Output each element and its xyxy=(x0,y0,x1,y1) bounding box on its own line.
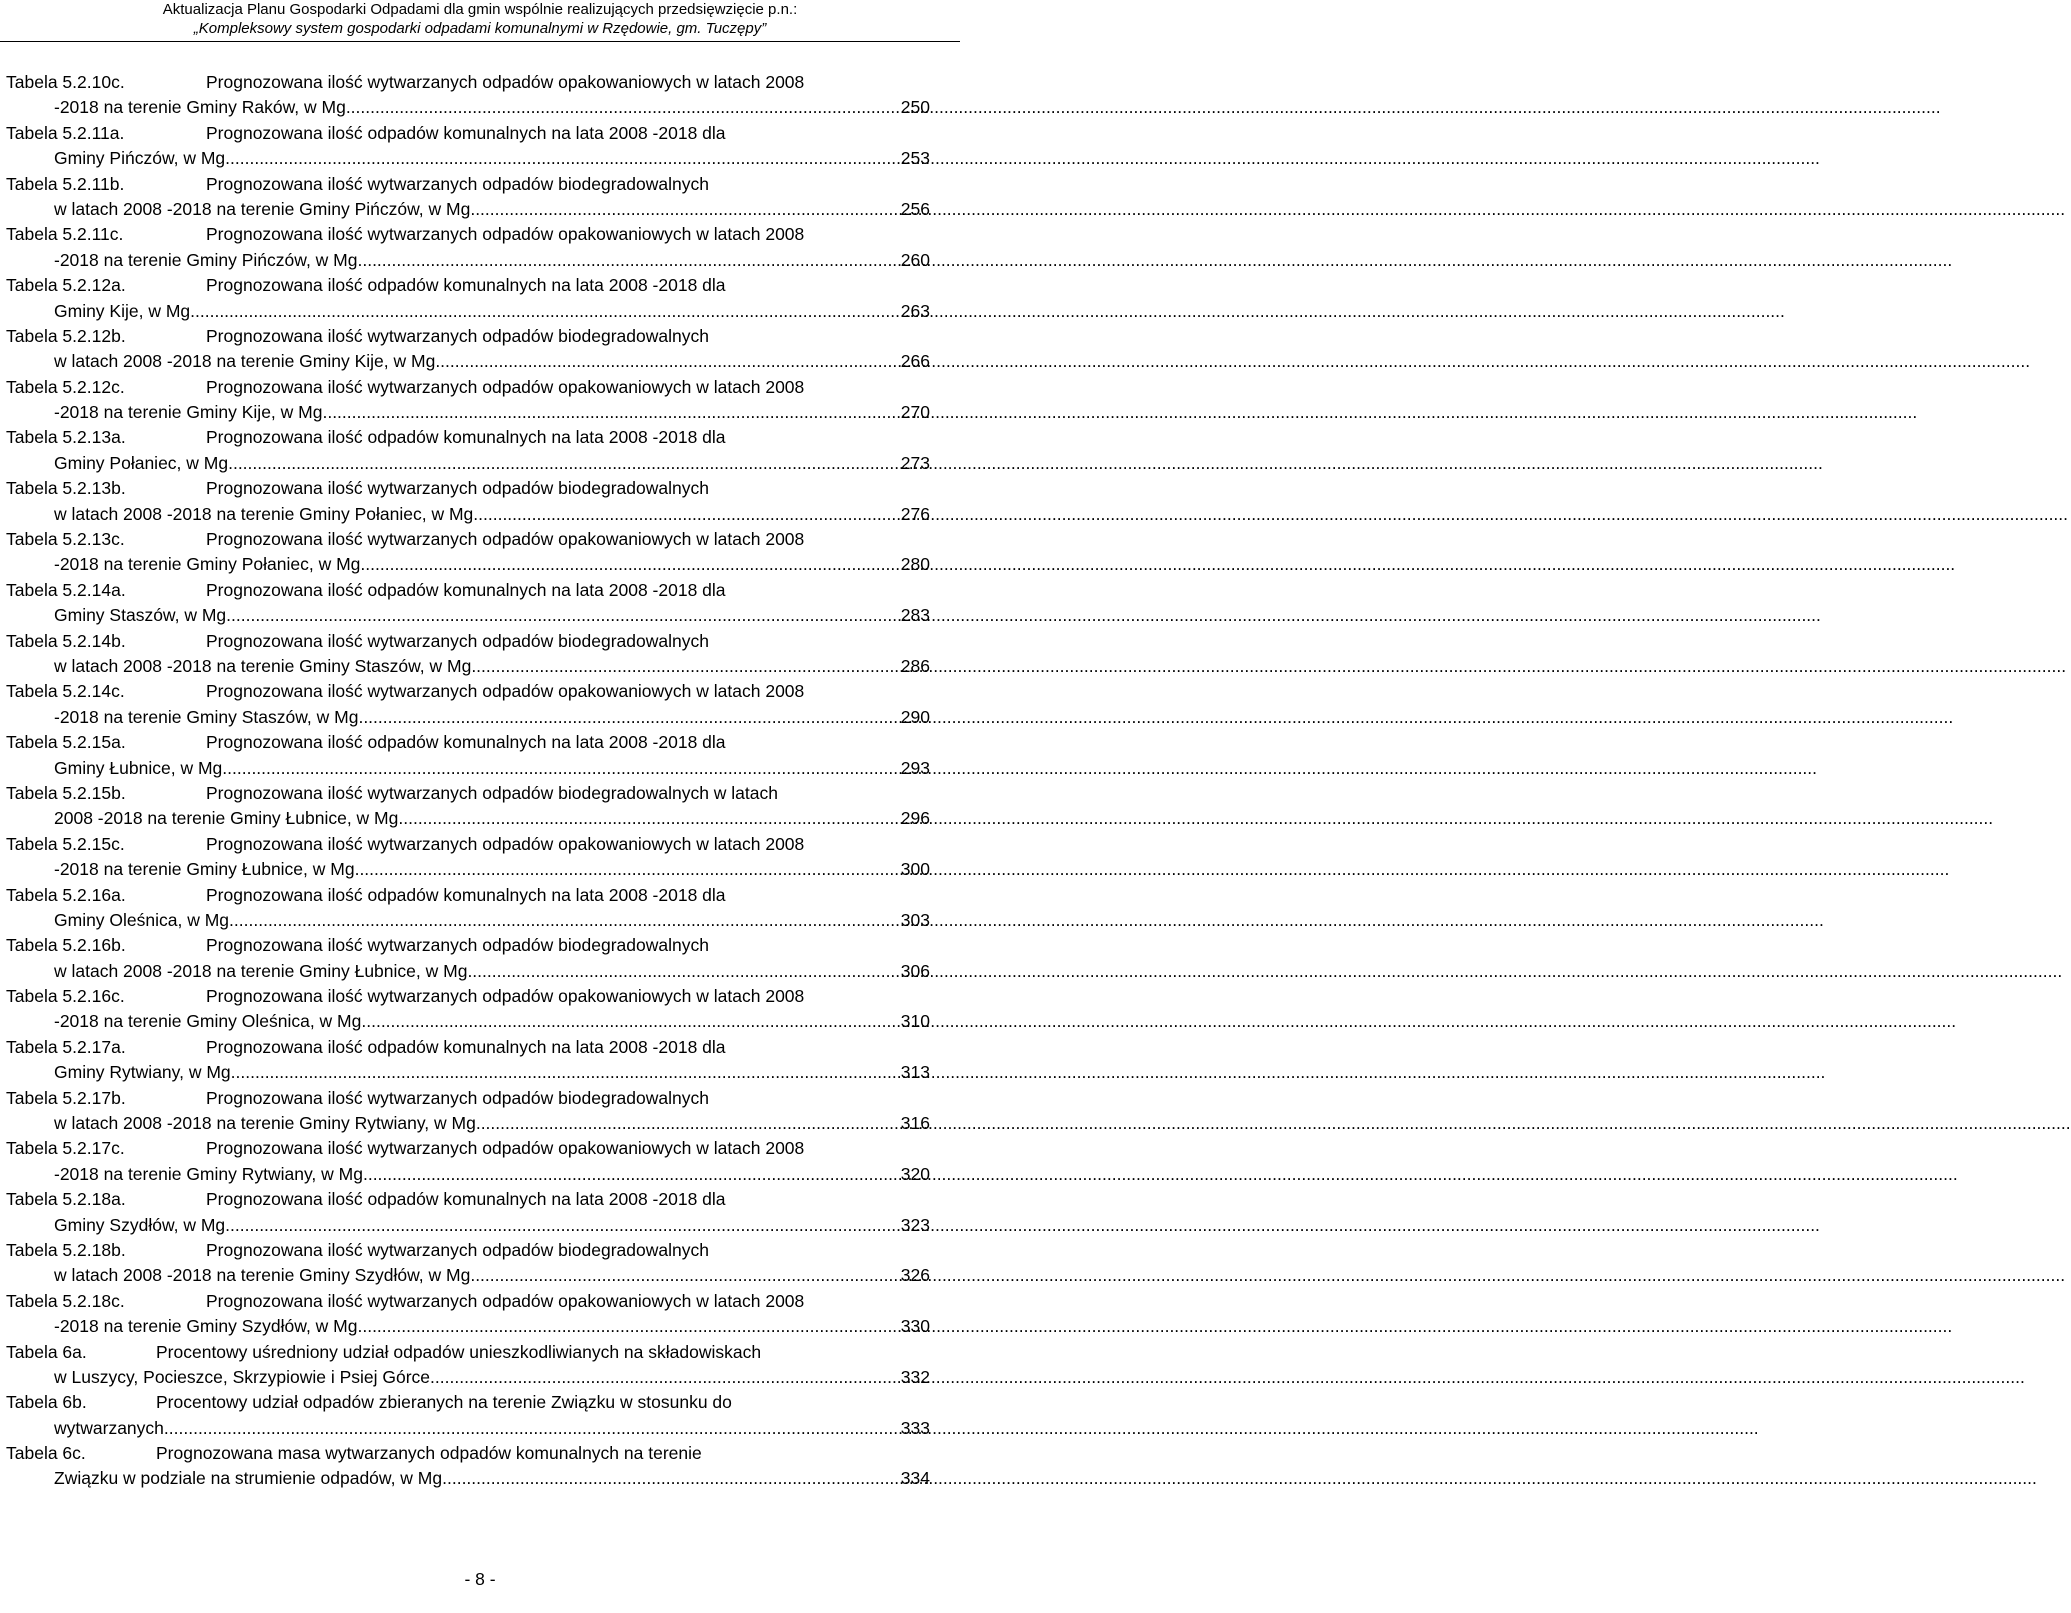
toc-entry-title-line1: Prognozowana ilość odpadów komunalnych na lata 2008 -2018 dla xyxy=(206,122,726,143)
toc-entry-second-line xyxy=(6,95,930,120)
toc-entry-title-line1: Prognozowana ilość wytwarzanych odpadów biodegradowalnych xyxy=(206,630,709,651)
toc-entry-indent xyxy=(6,502,54,527)
toc-dot-leader xyxy=(346,95,899,120)
toc-entry[interactable] xyxy=(6,883,930,934)
toc-entry-label: Tabela 5.2.15b. xyxy=(6,782,126,803)
toc-entry[interactable] xyxy=(6,679,930,730)
toc-entry-label: Tabela 5.2.12b. xyxy=(6,325,126,346)
toc-dot-leader xyxy=(225,1213,899,1238)
toc-entry-page-number[interactable]: 334 xyxy=(900,1468,930,1489)
toc-entry-title-line2: wytwarzanych xyxy=(54,1417,164,1438)
toc-entry-second-line xyxy=(6,552,930,577)
toc-entry-second-line xyxy=(6,1162,930,1187)
toc-entry-indent xyxy=(6,95,54,120)
toc-entry-first-line xyxy=(6,730,930,755)
toc-entry-first-line xyxy=(6,121,930,146)
toc-entry-label: Tabela 5.2.17a. xyxy=(6,1036,126,1057)
toc-dot-leader xyxy=(363,1162,899,1187)
toc-entry-title-line1: Prognozowana ilość wytwarzanych odpadów biodegradowalnych xyxy=(206,478,709,499)
toc-entry-indent xyxy=(6,451,54,476)
toc-entry-indent xyxy=(6,248,54,273)
toc-dot-leader xyxy=(225,146,899,171)
toc-entry-title-line2: Gminy Staszów, w Mg xyxy=(54,605,227,626)
toc-entry-second-line xyxy=(6,1213,930,1238)
toc-dot-leader xyxy=(222,756,899,781)
toc-entry-title-line1: Prognozowana ilość odpadów komunalnych na lata 2008 -2018 dla xyxy=(206,427,726,448)
toc-entry[interactable] xyxy=(6,578,930,629)
toc-entry[interactable] xyxy=(6,1289,930,1340)
toc-entry-title-line1: Prognozowana ilość wytwarzanych odpadów opakowaniowych w latach 2008 xyxy=(206,833,805,854)
toc-entry-page-number[interactable]: 266 xyxy=(900,351,930,372)
toc-entry-indent xyxy=(6,603,54,628)
toc-entry-second-line xyxy=(6,146,930,171)
toc-entry-indent xyxy=(6,857,54,882)
toc-entry-second-line xyxy=(6,857,930,882)
toc-entry-second-line xyxy=(6,197,930,222)
toc-entry-page-number[interactable]: 303 xyxy=(900,909,930,930)
toc-entry-title-line1: Prognozowana ilość odpadów komunalnych na lata 2008 -2018 dla xyxy=(206,1036,726,1057)
toc-entry-indent xyxy=(6,1416,54,1441)
toc-entry-first-line xyxy=(6,1340,930,1365)
toc-entry-title-line2: -2018 na terenie Gminy Pińczów, w Mg xyxy=(54,249,358,270)
toc-entry-second-line xyxy=(6,654,930,679)
toc-entry-page-number[interactable]: 263 xyxy=(900,300,930,321)
toc-entry-title-line1: Prognozowana ilość wytwarzanych odpadów biodegradowalnych xyxy=(206,935,709,956)
toc-dot-leader xyxy=(229,908,899,933)
toc-entry-indent xyxy=(6,1009,54,1034)
toc-entry-page-number[interactable]: 286 xyxy=(900,655,930,676)
toc-entry-title-line2: w latach 2008 -2018 na terenie Gminy Pińczów, w Mg xyxy=(54,198,471,219)
toc-entry-title-line1: Prognozowana ilość wytwarzanych odpadów opakowaniowych w latach 2008 xyxy=(206,224,805,245)
toc-entry-title-line1: Prognozowana ilość wytwarzanych odpadów opakowaniowych w latach 2008 xyxy=(206,681,805,702)
toc-entry-title-line2: w latach 2008 -2018 na terenie Gminy Rytwiany, w Mg xyxy=(54,1113,476,1134)
toc-entry-second-line xyxy=(6,400,930,425)
toc-entry-first-line xyxy=(6,172,930,197)
toc-entry[interactable] xyxy=(6,172,930,223)
toc-dot-leader xyxy=(467,959,898,984)
toc-dot-leader xyxy=(398,806,898,831)
toc-entry-first-line xyxy=(6,1289,930,1314)
toc-entry-first-line xyxy=(6,1136,930,1161)
toc-entry-title-line2: w latach 2008 -2018 na terenie Gminy Połaniec, w Mg xyxy=(54,503,474,524)
toc-entry-title-line2: -2018 na terenie Gminy Staszów, w Mg xyxy=(54,706,359,727)
toc-entry-title-line2: Gminy Połaniec, w Mg xyxy=(54,452,229,473)
toc-entry-second-line xyxy=(6,756,930,781)
toc-entry-indent xyxy=(6,756,54,781)
toc-entry-title-line2: -2018 na terenie Gminy Szydłów, w Mg xyxy=(54,1316,358,1337)
toc-entry-second-line xyxy=(6,248,930,273)
toc-entry[interactable] xyxy=(6,1187,930,1238)
toc-entry-first-line xyxy=(6,883,930,908)
toc-entry-label: Tabela 5.2.14b. xyxy=(6,630,126,651)
toc-entry-page-number[interactable]: 290 xyxy=(900,706,930,727)
toc-entry-label: Tabela 5.2.13c. xyxy=(6,529,125,550)
toc-entry-title-line2: Gminy Łubnice, w Mg xyxy=(54,757,223,778)
toc-entry-indent xyxy=(6,146,54,171)
toc-dot-leader xyxy=(360,552,898,577)
toc-entry[interactable] xyxy=(6,629,930,680)
toc-dot-leader xyxy=(361,1009,898,1034)
toc-entry-second-line xyxy=(6,806,930,831)
toc-dot-leader xyxy=(473,502,899,527)
toc-entry-page-number[interactable]: 326 xyxy=(900,1265,930,1286)
toc-dot-leader xyxy=(226,603,899,628)
toc-entry-first-line xyxy=(6,933,930,958)
toc-entry-title-line1: Prognozowana ilość wytwarzanych odpadów biodegradowalnych w latach xyxy=(206,782,778,803)
toc-entry-first-line xyxy=(6,1238,930,1263)
toc-entry-title-line2: -2018 na terenie Gminy Rytwiany, w Mg xyxy=(54,1163,363,1184)
toc-entry-title-line2: Gminy Szydłów, w Mg xyxy=(54,1214,226,1235)
toc-entry-title-line1: Prognozowana ilość wytwarzanych odpadów opakowaniowych w latach 2008 xyxy=(206,1138,805,1159)
toc-entry-first-line xyxy=(6,629,930,654)
toc-entry-indent xyxy=(6,1314,54,1339)
toc-entry-title-line1: Prognozowana ilość odpadów komunalnych na lata 2008 -2018 dla xyxy=(206,884,726,905)
toc-entry-title-line2: -2018 na terenie Gminy Oleśnica, w Mg xyxy=(54,1011,362,1032)
toc-entry[interactable] xyxy=(6,781,930,832)
toc-entry-indent xyxy=(6,705,54,730)
toc-entry-title-line2: w Luszycy, Pocieszce, Skrzypiowie i Psiej Górce xyxy=(54,1366,431,1387)
toc-dot-leader xyxy=(470,197,898,222)
toc-entry-title-line2: -2018 na terenie Gminy Połaniec, w Mg xyxy=(54,554,361,575)
toc-entry-label: Tabela 5.2.12c. xyxy=(6,376,125,397)
toc-entry-page-number[interactable]: 333 xyxy=(900,1417,930,1438)
toc-entry-title-line1: Procentowy uśredniony udział odpadów unieszkodliwianych na składowiskach xyxy=(156,1341,762,1362)
toc-entry-label: Tabela 5.2.13a. xyxy=(6,427,126,448)
toc-entry-page-number[interactable]: 283 xyxy=(900,605,930,626)
toc-entry-indent xyxy=(6,1263,54,1288)
toc-entry-title-line2: w latach 2008 -2018 na terenie Gminy Łubnice, w Mg xyxy=(54,960,468,981)
toc-entry-page-number[interactable]: 280 xyxy=(900,554,930,575)
toc-entry-first-line xyxy=(6,1086,930,1111)
toc-entry-page-number[interactable]: 276 xyxy=(900,503,930,524)
toc-entry-indent xyxy=(6,299,54,324)
toc-entry-second-line xyxy=(6,1263,930,1288)
toc-entry[interactable] xyxy=(6,1136,930,1187)
toc-entry-first-line xyxy=(6,1187,930,1212)
toc-entry-indent xyxy=(6,349,54,374)
toc-entry-page-number[interactable]: 313 xyxy=(900,1062,930,1083)
toc-entry-indent xyxy=(6,1162,54,1187)
toc-entry-indent xyxy=(6,1365,54,1390)
toc-dot-leader xyxy=(442,1466,899,1491)
toc-entry-first-line xyxy=(6,578,930,603)
toc-dot-leader xyxy=(358,705,898,730)
toc-entry-indent xyxy=(6,197,54,222)
toc-entry-indent xyxy=(6,1060,54,1085)
toc-entry-second-line xyxy=(6,451,930,476)
toc-entry-title-line1: Prognozowana ilość wytwarzanych odpadów opakowaniowych w latach 2008 xyxy=(206,72,805,92)
toc-entry-label: Tabela 5.2.14a. xyxy=(6,579,126,600)
toc-entry-title-line1: Prognozowana ilość wytwarzanych odpadów opakowaniowych w latach 2008 xyxy=(206,986,805,1007)
toc-entry-first-line xyxy=(6,1390,930,1415)
toc-dot-leader xyxy=(190,299,899,324)
toc-entry[interactable] xyxy=(6,222,930,273)
toc-entry[interactable] xyxy=(6,273,930,324)
toc-entry-title-line2: Gminy Rytwiany, w Mg xyxy=(54,1062,231,1083)
toc-entry-second-line xyxy=(6,349,930,374)
toc-entry-label: Tabela 5.2.15a. xyxy=(6,732,126,753)
toc-dot-leader xyxy=(357,1314,898,1339)
toc-entry-second-line xyxy=(6,1111,930,1136)
toc-entry-first-line xyxy=(6,476,930,501)
toc-entry[interactable] xyxy=(6,1086,930,1137)
toc-entry-second-line xyxy=(6,1416,930,1441)
toc-entry[interactable] xyxy=(6,1238,930,1289)
toc-entry[interactable] xyxy=(6,527,930,578)
toc-entry-title-line2: w latach 2008 -2018 na terenie Gminy Szydłów, w Mg xyxy=(54,1265,471,1286)
toc-entry-label: Tabela 5.2.15c. xyxy=(6,833,125,854)
toc-entry-title-line1: Prognozowana ilość odpadów komunalnych na lata 2008 -2018 dla xyxy=(206,579,726,600)
toc-entry-first-line xyxy=(6,222,930,247)
toc-entry-second-line xyxy=(6,908,930,933)
toc-entry-indent xyxy=(6,552,54,577)
toc-entry[interactable] xyxy=(6,476,930,527)
toc-entry[interactable] xyxy=(6,1441,930,1492)
toc-entry-indent xyxy=(6,654,54,679)
toc-entry-indent xyxy=(6,959,54,984)
toc-entry-indent xyxy=(6,1213,54,1238)
toc-entry-page-number[interactable]: 260 xyxy=(900,249,930,270)
toc-entry-label: Tabela 5.2.16c. xyxy=(6,986,125,1007)
toc-entry-indent xyxy=(6,908,54,933)
toc-entry-title-line2: Gminy Oleśnica, w Mg xyxy=(54,909,230,930)
toc-entry[interactable] xyxy=(6,933,930,984)
toc-dot-leader xyxy=(470,1263,898,1288)
header-title: Aktualizacja Planu Gospodarki Odpadami dla gmin wspólnie realizujących przedsięwzięcie p.n.: xyxy=(162,1,798,18)
toc-entry-page-number[interactable]: 332 xyxy=(900,1366,930,1387)
toc-entry-page-number[interactable]: 293 xyxy=(900,757,930,778)
toc-entry-title-line1: Prognozowana ilość wytwarzanych odpadów biodegradowalnych xyxy=(206,1239,709,1260)
toc-entry-title-line1: Prognozowana masa wytwarzanych odpadów komunalnych na terenie xyxy=(156,1443,702,1464)
toc-entry-first-line xyxy=(6,527,930,552)
toc-entry-indent xyxy=(6,1466,54,1491)
toc-entry-page-number[interactable]: 250 xyxy=(900,97,930,118)
toc-entry-title-line1: Prognozowana ilość odpadów komunalnych na lata 2008 -2018 dla xyxy=(206,732,726,753)
toc-entry-label: Tabela 6a. xyxy=(6,1341,87,1362)
toc-entry-label: Tabela 5.2.17b. xyxy=(6,1087,126,1108)
toc-entry-title-line1: Prognozowana ilość wytwarzanych odpadów opakowaniowych w latach 2008 xyxy=(206,1290,805,1311)
toc-entry-first-line xyxy=(6,70,930,95)
toc-entry-second-line xyxy=(6,1009,930,1034)
toc-entry-label: Tabela 5.2.16a. xyxy=(6,884,126,905)
toc-entry-second-line xyxy=(6,299,930,324)
toc-entry-page-number[interactable]: 316 xyxy=(900,1113,930,1134)
toc-entry[interactable] xyxy=(6,1035,930,1086)
toc-dot-leader xyxy=(430,1365,899,1390)
toc-entry-page-number[interactable]: 256 xyxy=(900,198,930,219)
toc-entry-page-number[interactable]: 270 xyxy=(900,402,930,423)
toc-dot-leader xyxy=(357,248,898,273)
toc-entry-first-line xyxy=(6,1441,930,1466)
toc-dot-leader xyxy=(322,400,898,425)
toc-entry-indent xyxy=(6,400,54,425)
toc-entry-title-line1: Prognozowana ilość odpadów komunalnych na lata 2008 -2018 dla xyxy=(206,275,726,296)
toc-entry-label: Tabela 5.2.17c. xyxy=(6,1138,125,1159)
toc-entry-label: Tabela 5.2.11c. xyxy=(6,224,124,245)
table-of-contents xyxy=(6,70,930,1492)
page-header xyxy=(0,0,960,42)
toc-entry-second-line xyxy=(6,705,930,730)
page-number: - 8 - xyxy=(464,1569,496,1589)
toc-entry-title-line1: Procentowy udział odpadów zbieranych na terenie Związku w stosunku do xyxy=(156,1392,732,1413)
toc-entry[interactable] xyxy=(6,324,930,375)
toc-entry-label: Tabela 6c. xyxy=(6,1443,86,1464)
toc-entry-title-line1: Prognozowana ilość wytwarzanych odpadów opakowaniowych w latach 2008 xyxy=(206,529,805,550)
toc-entry[interactable] xyxy=(6,1390,930,1441)
toc-entry-page-number[interactable]: 323 xyxy=(900,1214,930,1235)
toc-entry-label: Tabela 5.2.14c. xyxy=(6,681,125,702)
toc-entry[interactable] xyxy=(6,121,930,172)
toc-entry-page-number[interactable]: 310 xyxy=(900,1011,930,1032)
toc-entry-title-line2: w latach 2008 -2018 na terenie Gminy Kije, w Mg xyxy=(54,351,436,372)
toc-dot-leader xyxy=(231,1060,899,1085)
toc-dot-leader xyxy=(355,857,899,882)
toc-entry-title-line2: -2018 na terenie Gminy Kije, w Mg xyxy=(54,402,323,423)
toc-entry-page-number[interactable]: 320 xyxy=(900,1163,930,1184)
toc-entry-second-line xyxy=(6,603,930,628)
toc-entry[interactable] xyxy=(6,375,930,426)
toc-entry-title-line1: Prognozowana ilość wytwarzanych odpadów biodegradowalnych xyxy=(206,1087,709,1108)
toc-entry-first-line xyxy=(6,324,930,349)
toc-entry-first-line xyxy=(6,781,930,806)
toc-entry-second-line xyxy=(6,1314,930,1339)
toc-entry-label: Tabela 5.2.10c. xyxy=(6,72,125,92)
toc-entry-title-line2: -2018 na terenie Gminy Łubnice, w Mg xyxy=(54,859,355,880)
toc-entry-title-line2: 2008 -2018 na terenie Gminy Łubnice, w Mg xyxy=(54,808,399,829)
toc-dot-leader xyxy=(476,1111,899,1136)
toc-entry-second-line xyxy=(6,1466,930,1491)
toc-dot-leader xyxy=(435,349,898,374)
toc-entry-title-line1: Prognozowana ilość wytwarzanych odpadów biodegradowalnych xyxy=(206,325,709,346)
toc-entry-second-line xyxy=(6,502,930,527)
toc-entry-label: Tabela 5.2.18b. xyxy=(6,1239,126,1260)
toc-entry-page-number[interactable]: 300 xyxy=(900,859,930,880)
toc-entry[interactable] xyxy=(6,730,930,781)
toc-entry-indent xyxy=(6,806,54,831)
toc-entry-label: Tabela 5.2.18c. xyxy=(6,1290,125,1311)
toc-entry-title-line1: Prognozowana ilość odpadów komunalnych na lata 2008 -2018 dla xyxy=(206,1189,726,1210)
toc-entry[interactable] xyxy=(6,425,930,476)
toc-entry-label: Tabela 5.2.11a. xyxy=(6,122,125,143)
toc-dot-leader xyxy=(228,451,899,476)
toc-entry-title-line2: -2018 na terenie Gminy Raków, w Mg xyxy=(54,97,346,118)
toc-entry-first-line xyxy=(6,832,930,857)
toc-entry[interactable] xyxy=(6,984,930,1035)
toc-entry-first-line xyxy=(6,273,930,298)
toc-entry-page-number[interactable]: 253 xyxy=(900,148,930,169)
header-subtitle: „Kompleksowy system gospodarki odpadami komunalnymi w Rzędowie, gm. Tuczępy” xyxy=(193,20,767,37)
toc-entry[interactable] xyxy=(6,1340,930,1391)
toc-entry-page-number[interactable]: 273 xyxy=(900,452,930,473)
toc-entry-title-line2: w latach 2008 -2018 na terenie Gminy Staszów, w Mg xyxy=(54,655,472,676)
toc-entry-first-line xyxy=(6,425,930,450)
toc-entry-first-line xyxy=(6,679,930,704)
toc-entry-label: Tabela 5.2.18a. xyxy=(6,1189,126,1210)
toc-entry-title-line2: Gminy Kije, w Mg xyxy=(54,300,191,321)
toc-entry-title-line1: Prognozowana ilość wytwarzanych odpadów opakowaniowych w latach 2008 xyxy=(206,376,805,397)
toc-entry-indent xyxy=(6,1111,54,1136)
toc-entry-page-number[interactable]: 330 xyxy=(900,1316,930,1337)
toc-entry-title-line1: Prognozowana ilość wytwarzanych odpadów biodegradowalnych xyxy=(206,173,709,194)
toc-entry[interactable] xyxy=(6,70,930,121)
toc-entry-first-line xyxy=(6,984,930,1009)
toc-entry-first-line xyxy=(6,1035,930,1060)
toc-entry-label: Tabela 5.2.16b. xyxy=(6,935,126,956)
toc-entry-second-line xyxy=(6,959,930,984)
toc-dot-leader xyxy=(164,1416,899,1441)
toc-entry-second-line xyxy=(6,1060,930,1085)
toc-entry-second-line xyxy=(6,1365,930,1390)
toc-entry-label: Tabela 6b. xyxy=(6,1392,87,1413)
toc-entry-page-number[interactable]: 296 xyxy=(900,808,930,829)
toc-dot-leader xyxy=(471,654,898,679)
toc-entry-label: Tabela 5.2.13b. xyxy=(6,478,126,499)
toc-entry-label: Tabela 5.2.12a. xyxy=(6,275,126,296)
toc-entry-title-line2: Związku w podziale na strumienie odpadów, w Mg xyxy=(54,1468,443,1489)
toc-entry-page-number[interactable]: 306 xyxy=(900,960,930,981)
toc-entry-label: Tabela 5.2.11b. xyxy=(6,173,125,194)
toc-entry-first-line xyxy=(6,375,930,400)
toc-entry-title-line2: Gminy Pińczów, w Mg xyxy=(54,148,226,169)
toc-entry[interactable] xyxy=(6,832,930,883)
